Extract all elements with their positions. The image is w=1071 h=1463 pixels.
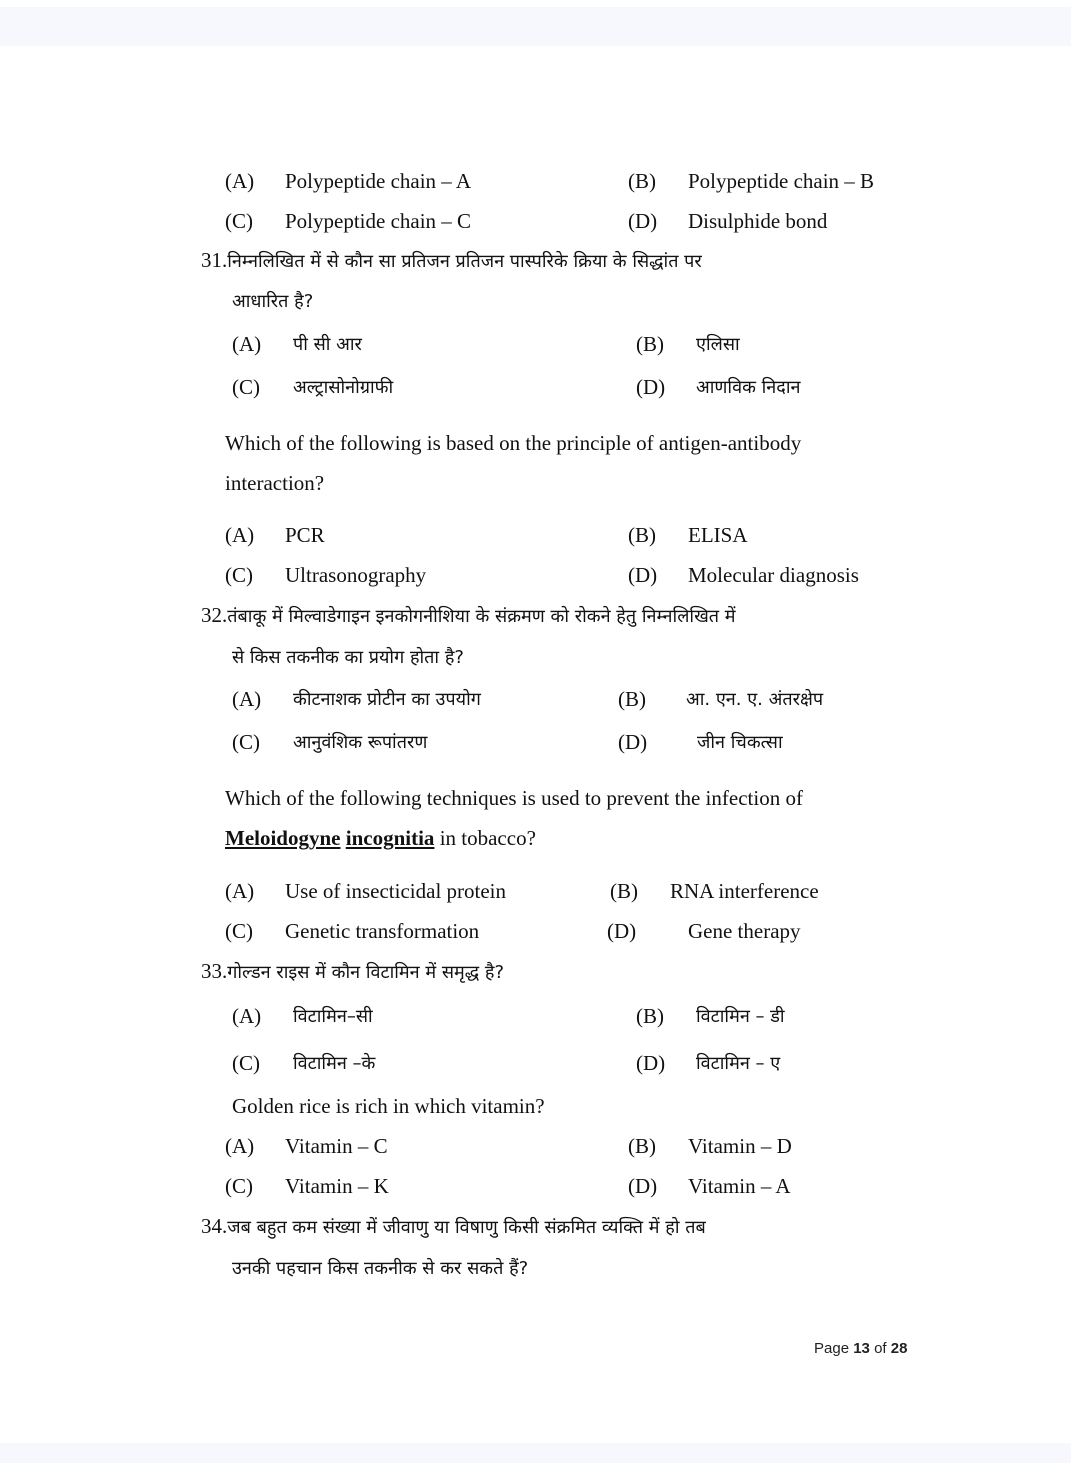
- option-label: (B): [610, 879, 638, 903]
- option-text: Molecular diagnosis: [688, 563, 859, 587]
- question-text: से किस तकनीक का प्रयोग होता है?: [232, 647, 464, 668]
- question-text: तंबाकू में मिल्वाडेगाइन इनकोगनीशिया के संक्रमण को रोकने हेतु निम्नलिखित में: [227, 606, 736, 627]
- question-number: 33.: [201, 959, 228, 983]
- question-33-english: Golden rice is rich in which vitamin?: [232, 1094, 545, 1118]
- option-text: Disulphide bond: [688, 209, 828, 233]
- question-33-hindi: [201, 958, 504, 986]
- option-label: (D): [636, 375, 666, 399]
- question-text: जब बहुत कम संख्या में जीवाणु या विषाणु किसी संक्रमित व्यक्ति में हो तब: [227, 1217, 706, 1238]
- option-label: (A): [232, 332, 262, 356]
- option-text: Polypeptide chain – B: [688, 169, 875, 193]
- option-text: Vitamin – C: [285, 1134, 388, 1158]
- total-pages: 28: [890, 1340, 908, 1357]
- viewer-bottom-bar: [0, 1443, 1071, 1463]
- option-label: (C): [225, 1174, 253, 1198]
- question-text-rest: in tobacco?: [439, 826, 536, 850]
- page-number: [814, 1340, 907, 1357]
- question-32-english: Which of the following techniques is used to prevent the infection of: [225, 786, 803, 810]
- option-text: Vitamin – A: [688, 1174, 791, 1198]
- option-text: विटामिन –के: [293, 1053, 376, 1074]
- species-name: incognitia: [345, 826, 435, 850]
- question-32-hindi: [201, 602, 736, 630]
- question-number: 32.: [201, 603, 228, 627]
- question-text: [225, 825, 536, 851]
- option-label: (A): [232, 1004, 262, 1028]
- current-page: 13: [853, 1340, 870, 1357]
- option-text: Use of insecticidal protein: [285, 879, 507, 903]
- option-label: (C): [232, 375, 260, 399]
- question-text: निम्नलिखित में से कौन सा प्रतिजन प्रतिजन पास्परिके क्रिया के सिद्धांत पर: [227, 251, 702, 272]
- option-text: Vitamin – D: [688, 1134, 792, 1158]
- option-label: (A): [225, 169, 255, 193]
- question-number: 34.: [201, 1214, 228, 1238]
- option-text: आणविक निदान: [696, 377, 801, 398]
- option-label: (D): [618, 730, 648, 754]
- option-label: (B): [628, 523, 656, 547]
- option-label: (B): [618, 687, 646, 711]
- option-text: RNA interference: [670, 879, 819, 903]
- option-text: Ultrasonography: [285, 563, 427, 587]
- option-text: पी सी आर: [293, 334, 362, 355]
- option-label: (D): [607, 919, 637, 943]
- option-label: (A): [225, 523, 255, 547]
- option-label: (D): [628, 209, 658, 233]
- option-label: (C): [232, 730, 260, 754]
- question-34-hindi: [201, 1213, 706, 1241]
- option-text: जीन चिकत्सा: [697, 732, 783, 753]
- option-label: (B): [636, 1004, 664, 1028]
- option-text: अल्ट्रासोनोग्राफी: [293, 377, 394, 398]
- option-text: Gene therapy: [688, 919, 801, 943]
- question-text: उनकी पहचान किस तकनीक से कर सकते हैं?: [232, 1258, 529, 1279]
- option-label: (D): [636, 1051, 666, 1075]
- option-label: (C): [225, 919, 253, 943]
- option-text: ELISA: [688, 523, 748, 547]
- option-label: (C): [225, 563, 253, 587]
- option-text: कीटनाशक प्रोटीन का उपयोग: [293, 689, 481, 710]
- question-number: 31.: [201, 248, 228, 272]
- option-text: Polypeptide chain – C: [285, 209, 472, 233]
- option-label: (A): [232, 687, 262, 711]
- option-label: (D): [628, 1174, 658, 1198]
- option-label: (C): [232, 1051, 260, 1075]
- option-label: (A): [225, 1134, 255, 1158]
- option-text: Vitamin – K: [285, 1174, 389, 1198]
- option-label: (D): [628, 563, 658, 587]
- option-text: विटामिन–सी: [293, 1006, 373, 1027]
- option-text: Polypeptide chain – A: [285, 169, 472, 193]
- option-label: (B): [628, 1134, 656, 1158]
- option-text: PCR: [285, 523, 325, 547]
- question-text: आधारित है?: [232, 291, 314, 312]
- option-text: विटामिन – डी: [696, 1006, 785, 1027]
- option-label: (C): [225, 209, 253, 233]
- page-of: of: [874, 1340, 887, 1357]
- option-text: Genetic transformation: [285, 919, 480, 943]
- option-text: विटामिन – ए: [696, 1053, 781, 1074]
- question-text: interaction?: [225, 471, 325, 495]
- question-31-english: Which of the following is based on the principle of antigen-antibody: [225, 431, 802, 455]
- option-text: आ. एन. ए. अंतरक्षेप: [686, 689, 824, 710]
- option-label: (B): [628, 169, 656, 193]
- genus-name: Meloidogyne: [225, 826, 341, 850]
- option-label: (B): [636, 332, 664, 356]
- option-a-prev: [225, 168, 254, 194]
- viewer-top-bar: [0, 7, 1071, 46]
- option-label: (A): [225, 879, 255, 903]
- option-text: आनुवंशिक रूपांतरण: [293, 732, 428, 753]
- question-text: गोल्डन राइस में कौन विटामिन में समृद्ध है?: [227, 962, 504, 983]
- option-text: एलिसा: [696, 334, 740, 355]
- question-31-hindi: [201, 247, 702, 275]
- page-prefix: Page: [814, 1340, 850, 1357]
